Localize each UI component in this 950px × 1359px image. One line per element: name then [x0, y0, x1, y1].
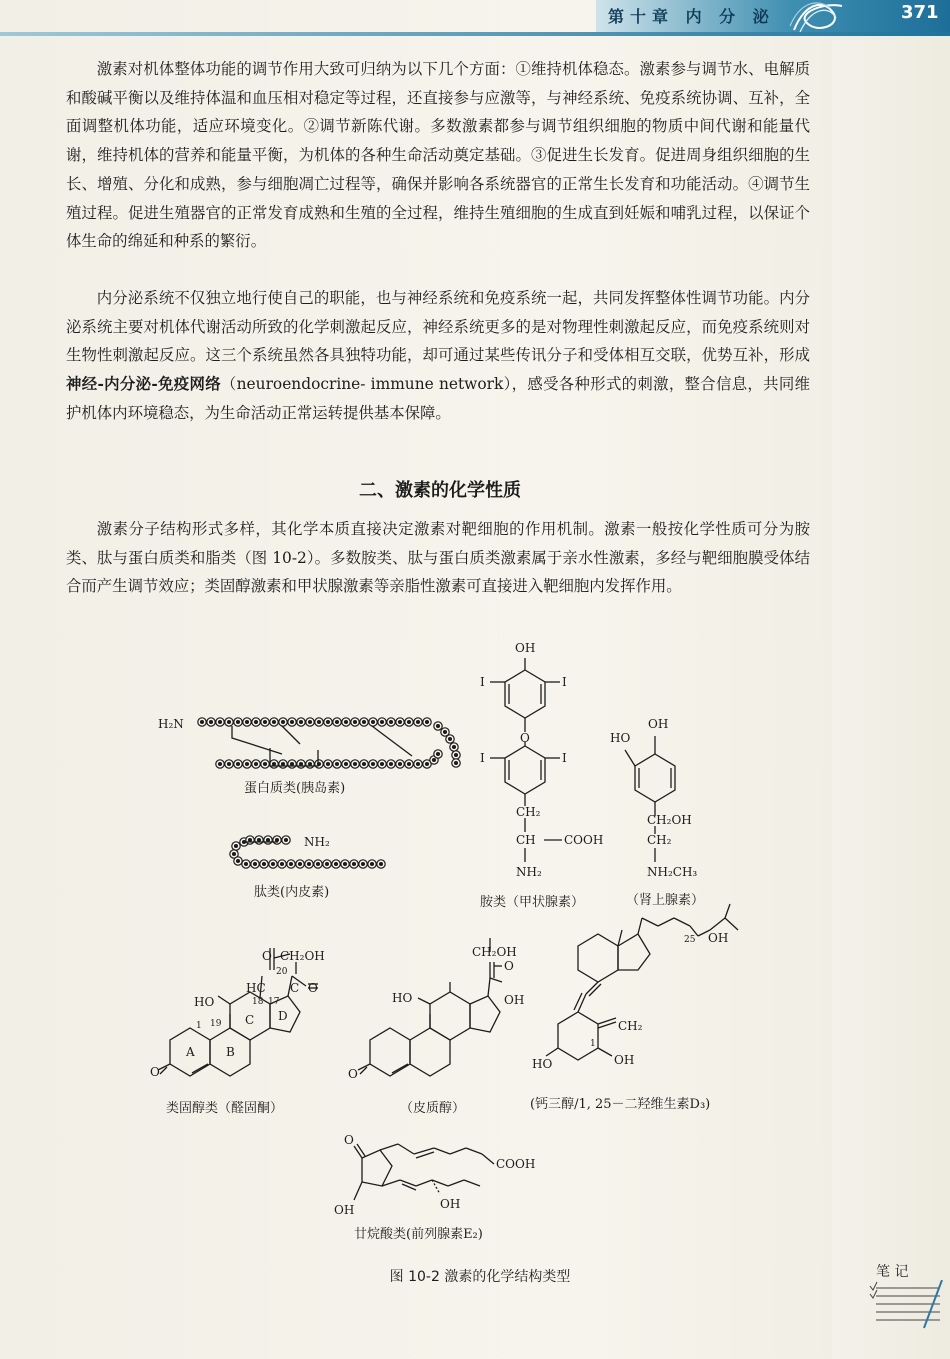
cortisol-label: （皮质醇）	[400, 1101, 466, 1116]
atom-label: CH₂	[647, 833, 672, 847]
paragraph-hormone-functions: 激素对机体整体功能的调节作用大致可归纳为以下几个方面：①维持机体稳态。激素参与调节水、电解质和酸碱平衡以及维持体温和血压相对稳定等过程，还直接参与应激等，与神经系统、免疫系统协调、互补，全面调整机体功能，适应环境变化。②调节新陈代谢。多数激素都参与调节组织细胞的物质中间代谢和能量代谢，维持机体的营养和能量平衡，为机体的各种生命活动奠定基础。③促进生长发育。促进周身组织细胞的生长、增殖、分化和成熟，参与细胞凋亡过程等，确保并影响各系统器官的正常生长发育和功能活动。④调节生殖过程。促进生殖器官的正常发育成熟和生殖的全过程，维持生殖细胞的生成直到妊娠和哺乳过程，以保证个体生命的绵延和种系的繁衍。	[66, 60, 810, 251]
residue-bead-dot	[399, 721, 402, 724]
residue-bead-dot	[237, 721, 240, 724]
residue-bead-dot	[390, 763, 393, 766]
chapter-logo-icon	[786, 0, 846, 34]
thyroxine-label: 胺类（甲状腺素）	[480, 895, 585, 910]
atom-label: O	[348, 1067, 358, 1081]
atom-label: I	[480, 675, 485, 689]
paragraph-chemical-nature: 激素分子结构形式多样，其化学本质直接决定激素对靶细胞的作用机制。激素一般按化学性质可分为胺类、肽与蛋白质类和脂类（图 10-2）。多数胺类、肽与蛋白质类激素属于亲水性激素，多经与靶细胞膜受体结合而产生调节效应；类固醇激素和甲状腺激素等亲脂性激素可直接进入靶细胞内发挥作用。	[66, 520, 810, 596]
residue-bead-dot	[273, 721, 276, 724]
atom-label: OH	[504, 993, 525, 1007]
residue-bead-dot	[291, 721, 294, 724]
atom-label: OH	[515, 641, 536, 655]
residue-bead-dot	[237, 763, 240, 766]
residue-bead-dot	[267, 839, 270, 842]
residue-bead-dot	[249, 839, 252, 842]
residue-bead-dot	[449, 738, 452, 741]
atom-label: O	[520, 731, 530, 745]
residue-bead-dot	[455, 762, 458, 765]
residue-bead-dot	[354, 721, 357, 724]
residue-bead-dot	[276, 839, 279, 842]
notes-margin	[832, 40, 950, 1359]
atom-label: OH	[334, 1203, 355, 1217]
atom-label: 25	[684, 935, 696, 945]
residue-bead-dot	[408, 721, 411, 724]
atom-label: I	[480, 751, 485, 765]
residue-bead-dot	[426, 763, 429, 766]
residue-bead-dot	[263, 863, 266, 866]
prostaglandin-label: 廿烷酸类(前列腺素E₂)	[354, 1227, 483, 1242]
residue-bead-dot	[327, 763, 330, 766]
residue-bead-dot	[437, 753, 440, 756]
residue-bead-dot	[344, 863, 347, 866]
residue-bead-dot	[372, 721, 375, 724]
residue-bead-dot	[309, 721, 312, 724]
residue-bead-dot	[255, 721, 258, 724]
atom-label: HO	[532, 1057, 553, 1071]
residue-bead-dot	[437, 725, 440, 728]
atom-label: C	[290, 981, 300, 995]
residue-bead-dot	[258, 839, 261, 842]
key-term: 神经-内分泌-免疫网络	[66, 375, 221, 394]
residue-bead-dot	[336, 721, 339, 724]
residue-bead-dot	[327, 721, 330, 724]
residue-bead-dot	[291, 763, 294, 766]
residue-bead-dot	[282, 763, 285, 766]
residue-bead-dot	[455, 754, 458, 757]
aldosterone-structure	[158, 948, 318, 1076]
atom-label: 1	[590, 1039, 596, 1049]
atom-label: HO	[194, 995, 215, 1009]
residue-bead-dot	[246, 721, 249, 724]
residue-bead-dot	[272, 863, 275, 866]
residue-bead-dot	[299, 863, 302, 866]
endothelin-label: 肽类(内皮素)	[254, 885, 330, 900]
atom-label: COOH	[564, 833, 604, 847]
residue-bead-dot	[255, 763, 258, 766]
residue-bead-dot	[228, 763, 231, 766]
figure-hormone-structures	[150, 636, 790, 1256]
figure-caption: 图 10-2 激素的化学结构类型	[389, 1269, 571, 1285]
insulin-label: 蛋白质类(胰岛素)	[244, 781, 346, 796]
residue-bead-dot	[237, 860, 240, 863]
calcitriol-label: (钙三醇/1, 25－二羟维生素D₃)	[530, 1097, 711, 1112]
section-heading: 二、激素的化学性质	[359, 480, 521, 501]
atom-label: I	[562, 675, 567, 689]
residue-bead-dot	[210, 721, 213, 724]
atom-label: O	[344, 1133, 354, 1147]
residue-bead-dot	[363, 763, 366, 766]
residue-bead-dot	[309, 763, 312, 766]
epinephrine-label: （肾上腺素）	[626, 893, 705, 908]
chapter-title: 第十章 内 分 泌	[608, 7, 775, 26]
residue-bead-dot	[381, 721, 384, 724]
residue-bead-dot	[426, 721, 429, 724]
calcitriol-structure	[546, 904, 738, 1060]
page-number: 371	[901, 2, 939, 23]
ring-label: A	[186, 1045, 195, 1059]
residue-bead-dot	[264, 763, 267, 766]
residue-bead-dot	[317, 863, 320, 866]
atom-label: OH	[614, 1053, 635, 1067]
atom-label: CH₂OH	[647, 813, 692, 827]
residue-bead-dot	[281, 863, 284, 866]
residue-bead-dot	[444, 731, 447, 734]
residue-bead-dot	[245, 863, 248, 866]
atom-label: OH	[708, 931, 729, 945]
atom-label: O	[262, 949, 272, 963]
notes-label: 笔 记	[876, 1264, 909, 1280]
notes-lines-icon	[868, 1280, 948, 1330]
residue-bead-dot	[345, 721, 348, 724]
residue-bead-dot	[219, 721, 222, 724]
atom-label: CH₂OH	[280, 949, 325, 963]
residue-bead-dot	[285, 839, 288, 842]
paragraph-text: （neuroendocrine- immune network），感受各种形式的刺激，整合信息，共同维护机体内环境稳态，为生命活动正常运转提供基本保障。	[66, 375, 810, 422]
residue-bead-dot	[453, 746, 456, 749]
residue-bead-dot	[273, 763, 276, 766]
atom-label: CH₂	[516, 805, 541, 819]
header-rule	[0, 32, 950, 36]
residue-bead-dot	[381, 763, 384, 766]
residue-bead-dot	[233, 853, 236, 856]
atom-label: I	[562, 751, 567, 765]
atom-label: O	[150, 1065, 160, 1079]
atom-label: NH₂CH₃	[647, 865, 698, 879]
residue-bead-dot	[300, 763, 303, 766]
residue-bead-dot	[201, 721, 204, 724]
residue-bead-dot	[326, 863, 329, 866]
atom-label: HO	[610, 731, 631, 745]
residue-bead-dot	[390, 721, 393, 724]
atom-label: CH₂	[618, 1019, 643, 1033]
residue-bead-dot	[354, 763, 357, 766]
residue-bead-dot	[335, 863, 338, 866]
atom-label: CH	[516, 833, 536, 847]
ring-label: D	[278, 1009, 288, 1023]
atom-label: COOH	[496, 1157, 536, 1171]
residue-bead-dot	[243, 841, 246, 844]
residue-bead-dot	[264, 721, 267, 724]
residue-bead-dot	[228, 721, 231, 724]
atom-label: 17	[268, 997, 280, 1007]
residue-bead-dot	[246, 763, 249, 766]
atom-label: CH₂OH	[472, 945, 517, 959]
residue-bead-dot	[336, 763, 339, 766]
residue-bead-dot	[417, 763, 420, 766]
atom-label: 19	[210, 1019, 222, 1029]
residue-bead-dot	[254, 863, 257, 866]
residue-bead-dot	[345, 763, 348, 766]
residue-bead-dot	[372, 763, 375, 766]
residue-bead-dot	[353, 863, 356, 866]
atom-label: NH₂	[304, 835, 330, 849]
insulin-structure	[198, 718, 460, 768]
atom-label: O	[308, 981, 318, 995]
atom-label: OH	[440, 1197, 461, 1211]
thyroxine-structure	[490, 658, 562, 862]
residue-bead-dot	[290, 863, 293, 866]
residue-bead-dot	[219, 763, 222, 766]
atom-label: 1	[196, 1021, 202, 1031]
atom-label: HO	[392, 991, 413, 1005]
aldosterone-label: 类固醇类（醛固酮）	[166, 1101, 284, 1116]
residue-bead-dot	[399, 763, 402, 766]
ring-label: B	[226, 1045, 235, 1059]
atom-label: OH	[648, 717, 669, 731]
residue-bead-dot	[380, 863, 383, 866]
residue-bead-dot	[408, 763, 411, 766]
residue-bead-dot	[362, 863, 365, 866]
atom-label: 20	[276, 967, 288, 977]
atom-label: 18	[252, 997, 264, 1007]
residue-bead-dot	[235, 845, 238, 848]
residue-bead-dot	[417, 721, 420, 724]
residue-bead-dot	[433, 759, 436, 762]
residue-bead-dot	[363, 721, 366, 724]
residue-bead-dot	[318, 721, 321, 724]
atom-label: O	[504, 959, 514, 973]
prostaglandin-structure	[354, 1144, 494, 1200]
atom-label: HC	[246, 981, 266, 995]
ring-label: C	[245, 1013, 255, 1027]
residue-bead-dot	[371, 863, 374, 866]
atom-label: H₂N	[158, 717, 184, 731]
residue-bead-dot	[300, 721, 303, 724]
paragraph-neuroendocrine-network	[66, 284, 810, 428]
paragraph-text: 内分泌系统不仅独立地行使自己的职能，也与神经系统和免疫系统一起，共同发挥整体性调节功能。内分泌系统主要对机体代谢活动所致的化学刺激起反应，神经系统更多的是对物理性刺激起反应，而免疫系统则对生物性刺激起反应。这三个系统虽然各具独特功能，却可通过某些传讯分子和受体相互交联，优势互补，形成	[66, 289, 810, 365]
atom-label: NH₂	[516, 865, 542, 879]
residue-bead-dot	[308, 863, 311, 866]
residue-bead-dot	[282, 721, 285, 724]
